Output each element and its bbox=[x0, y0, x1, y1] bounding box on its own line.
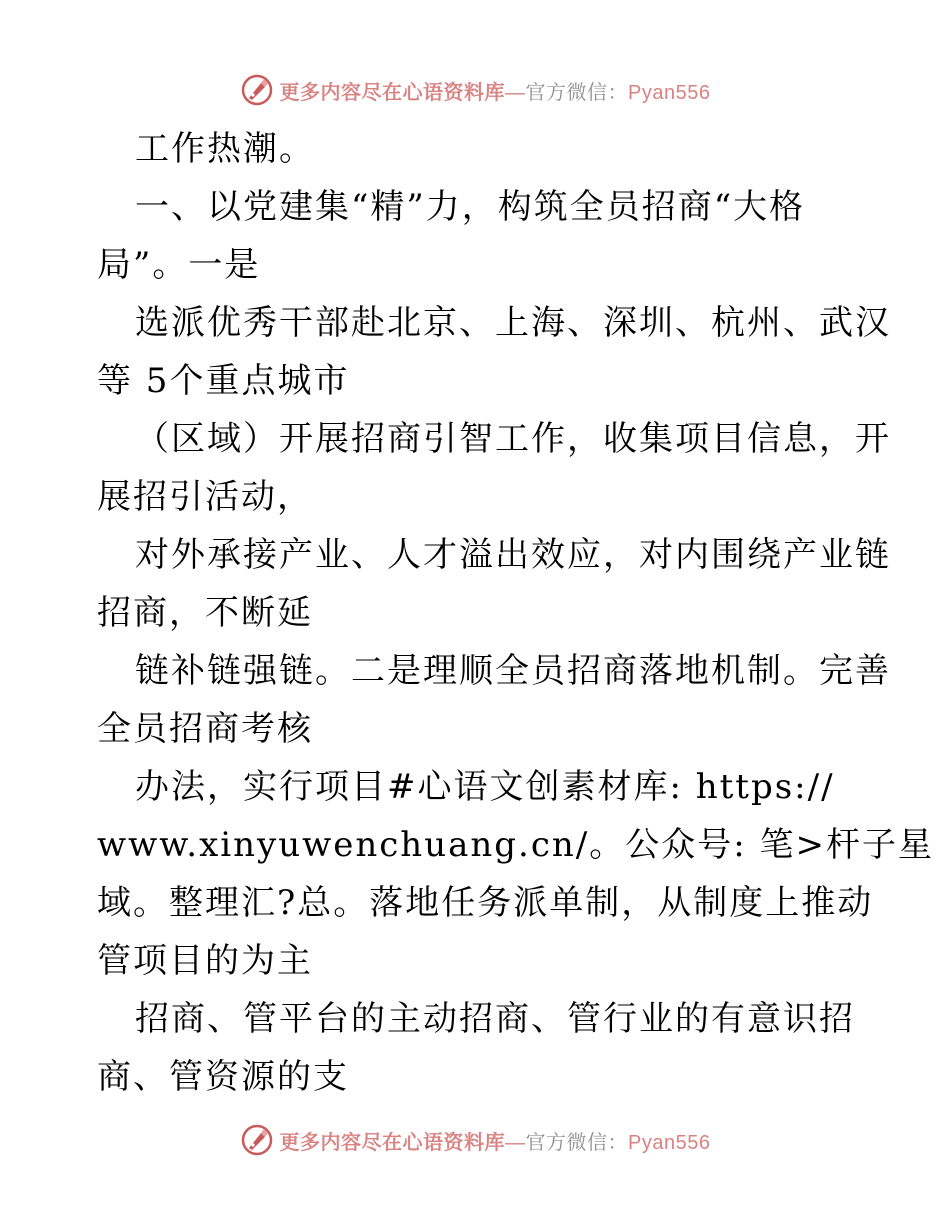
banner-wechat-id: Pyan556 bbox=[628, 81, 711, 104]
banner-text bbox=[280, 76, 711, 105]
text-line: 一、以党建集“精”力，构筑全员招商“大格 bbox=[135, 187, 806, 227]
document-body bbox=[97, 120, 934, 1106]
banner-dash: — bbox=[505, 1131, 526, 1154]
text-line: 全员招商考核 bbox=[97, 709, 313, 749]
text-line: （区域）开展招商引智工作，收集项目信息，开 bbox=[135, 419, 891, 459]
text-line: 局”。一是 bbox=[97, 245, 261, 285]
banner-main-text: 更多内容尽在心语资料库 bbox=[279, 81, 506, 104]
footer-watermark-banner bbox=[0, 1118, 950, 1162]
header-watermark-banner bbox=[0, 68, 950, 112]
banner-text bbox=[280, 1126, 711, 1155]
banner-wechat-label: 官方微信： bbox=[525, 1131, 629, 1154]
text-line: 选派优秀干部赴北京、上海、深圳、杭州、武汉 bbox=[135, 303, 891, 343]
text-line: 招商、管平台的主动招商、管行业的有意识招 bbox=[135, 999, 855, 1039]
banner-dash: — bbox=[505, 81, 526, 104]
text-line: 工作热潮。 bbox=[135, 129, 315, 169]
pen-nib-logo-icon bbox=[240, 73, 274, 107]
text-line: 办法，实行项目#心语文创素材库: https:// bbox=[135, 767, 835, 807]
banner-main-text: 更多内容尽在心语资料库 bbox=[279, 1131, 506, 1154]
text-line: 招商，不断延 bbox=[97, 593, 313, 633]
text-line: www.xinyuwenchuang.cn/。公众号: 笔>杆子星 bbox=[97, 825, 934, 865]
text-line: 展招引活动， bbox=[97, 477, 313, 517]
text-line: 等 5个重点城市 bbox=[97, 361, 350, 401]
text-line: 域。整理汇?总。落地任务派单制，从制度上推动 bbox=[97, 883, 874, 923]
text-line: 商、管资源的支 bbox=[97, 1057, 349, 1097]
text-line: 对外承接产业、人才溢出效应，对内围绕产业链 bbox=[135, 535, 891, 575]
pen-nib-logo-icon bbox=[240, 1123, 274, 1157]
banner-wechat-label: 官方微信： bbox=[525, 81, 629, 104]
text-line: 管项目的为主 bbox=[97, 941, 313, 981]
banner-wechat-id: Pyan556 bbox=[628, 1131, 711, 1154]
text-line: 链补链强链。二是理顺全员招商落地机制。完善 bbox=[135, 651, 891, 691]
